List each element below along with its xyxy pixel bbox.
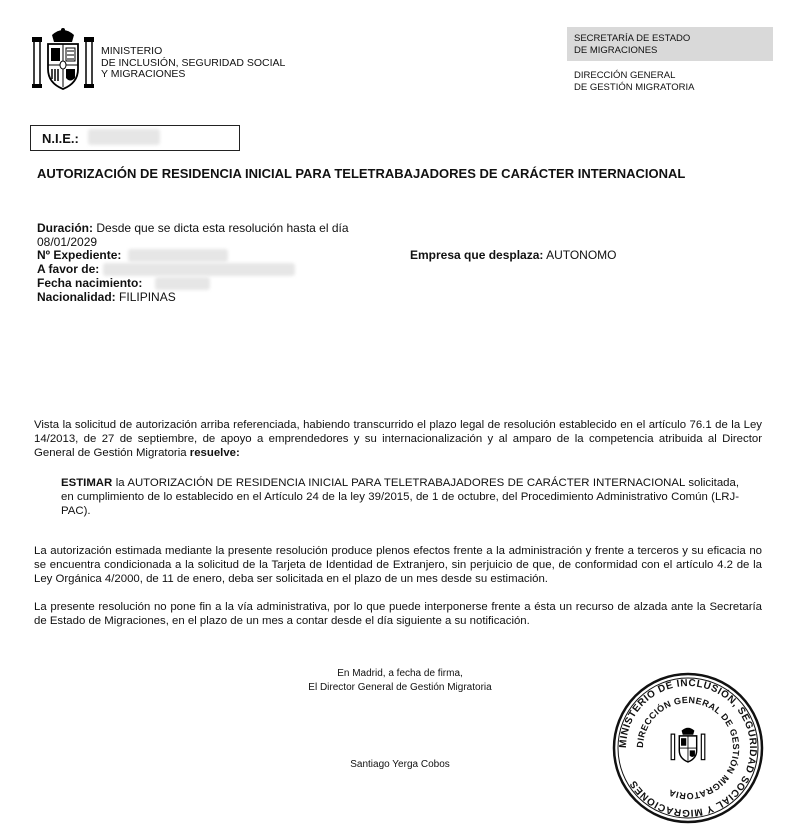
- nie-redacted: [88, 129, 160, 145]
- paragraph-estimar: [61, 476, 739, 519]
- favor-redacted: [103, 263, 295, 276]
- empresa-label: Empresa que desplaza:: [410, 248, 544, 262]
- duracion-value: Desde que se dicta esta resolución hasta el día: [96, 221, 349, 235]
- nie-label: N.I.E.:: [42, 131, 79, 146]
- empresa-value: AUTONOMO: [546, 248, 617, 262]
- secretaria-line-1: SECRETARÍA DE ESTADO: [574, 33, 691, 44]
- duracion-row: [37, 221, 349, 235]
- duracion-label: Duración:: [37, 221, 94, 235]
- paragraph-vista-text: Vista la solicitud de autorización arriba referenciada, habiendo transcurrido el plazo legal de resolución establecido en el artículo 76.1 de la Ley 14/2013, de 27 de septiembre, de apoyo a emprendedores y su internacionalización y al amparo de la competencia atribuida al Director General de Gestión Migratoria: [34, 419, 762, 460]
- document-title: AUTORIZACIÓN DE RESIDENCIA INICIAL PARA TELETRABAJADORES DE CARÁCTER INTERNACIONAL: [37, 166, 686, 181]
- official-stamp: [612, 672, 764, 824]
- secretaria-line-2: DE MIGRACIONES: [574, 44, 658, 56]
- ministry-line-1: MINISTERIO: [101, 45, 163, 57]
- favor-row: [37, 262, 99, 276]
- nacionalidad-label: Nacionalidad:: [37, 290, 116, 304]
- signer-name: Santiago Yerga Cobos: [350, 759, 450, 770]
- signature-place: En Madrid, a fecha de firma,: [337, 668, 463, 679]
- paragraph-vista: [34, 418, 762, 461]
- direccion-line-1: DIRECCIÓN GENERAL: [574, 70, 676, 81]
- estimar-text: la AUTORIZACIÓN DE RESIDENCIA INICIAL PARA TELETRABAJADORES DE CARÁCTER INTERNACIONAL solicitada, en cumplimiento de lo establecido en el Artículo 24 de la ley 39/2015, de 1 de octubre, del Procedimiento Administrativo Común (LRJ-PAC).: [61, 477, 739, 518]
- ministry-line-2: DE INCLUSIÓN, SEGURIDAD SOCIAL: [101, 56, 286, 69]
- secretaria-label: [574, 33, 690, 56]
- resuelve-label: resuelve:: [189, 447, 240, 460]
- direccion-label: [574, 70, 695, 93]
- coat-of-arms-logo: [32, 27, 94, 93]
- expediente-redacted: [128, 249, 228, 262]
- nacimiento-label: Fecha nacimiento:: [37, 276, 143, 290]
- signature-role: El Director General de Gestión Migratoria: [308, 682, 492, 693]
- nacimiento-redacted: [155, 277, 210, 290]
- direccion-line-2: DE GESTIÓN MIGRATORIA: [574, 81, 695, 93]
- paragraph-recurso: La presente resolución no pone fin a la vía administrativa, por lo que puede interponerse frente a ésta un recurso de alzada ante la Secretaría de Estado de Migraciones, en el plazo de un mes a contar desde el día siguiente a su notificación.: [34, 601, 762, 628]
- nacimiento-row: [37, 276, 142, 290]
- stamp-crest-icon: [671, 728, 705, 762]
- nacionalidad-value: FILIPINAS: [119, 290, 176, 304]
- ministry-line-3: Y MIGRACIONES: [101, 68, 186, 80]
- expediente-label: Nº Expediente:: [37, 248, 122, 262]
- duracion-date: 08/01/2029: [37, 235, 98, 249]
- stamp-outer-text: MINISTERIO DE INCLUSIÓN, SEGURIDAD SOCIAL Y MIGRACIONES: [617, 677, 759, 819]
- stamp-inner-text: DIRECCIÓN GENERAL DE GESTIÓN MIGRATORIA: [634, 694, 742, 802]
- favor-label: A favor de:: [37, 262, 100, 276]
- ministry-name: [101, 46, 285, 81]
- empresa-row: [410, 248, 617, 262]
- paragraph-efectos: La autorización estimada mediante la presente resolución produce plenos efectos frente a la administración y frente a terceros y su eficacia no se encuentra condicionada a la solicitud de la Tarjeta de Identidad de Extranjero, sin perjuicio de que, de conformidad con el artículo 4.2 de la Ley Orgánica 4/2000, de 11 de enero, deba ser solicitada en el plazo de un mes desde su estimación.: [34, 545, 762, 586]
- expediente-row: [37, 248, 121, 262]
- nacionalidad-row: [37, 290, 176, 304]
- estimar-label: ESTIMAR: [61, 477, 113, 489]
